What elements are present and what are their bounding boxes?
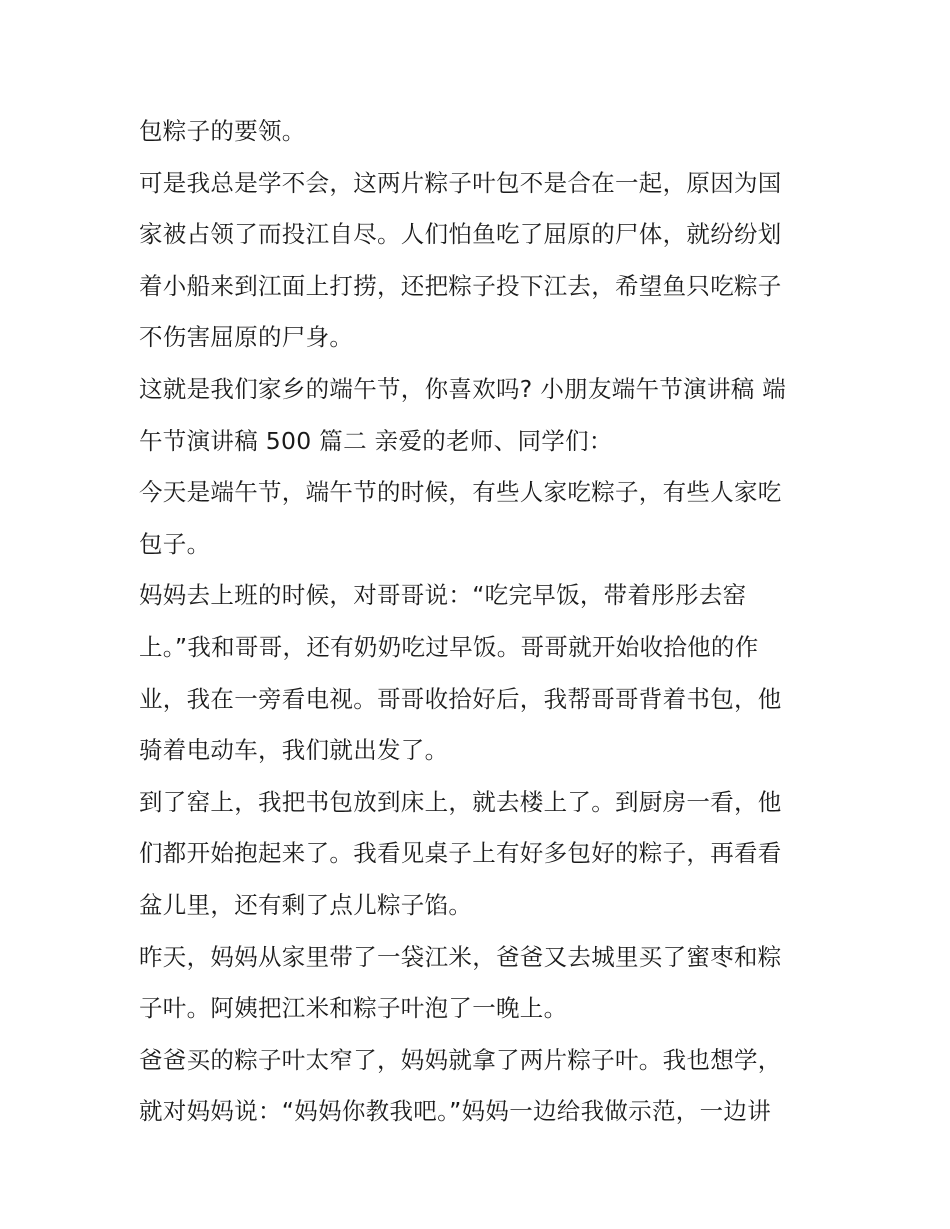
text-line: 家被占领了而投江自尽。人们怕鱼吃了屈原的尸体，就纷纷划 [139,220,782,249]
text-line: 不伤害屈原的尸身。 [139,323,354,352]
text-line: 骑着电动车，我们就出发了。 [139,736,449,765]
text-line: 到了窑上，我把书包放到床上，就去楼上了。到厨房一看，他 [139,787,782,816]
text-line: 就对妈妈说：“妈妈你教我吧。”妈妈一边给我做示范，一边讲 [139,1097,771,1126]
text-line: 们都开始抱起来了。我看见桌子上有好多包好的粽子，再看看 [139,839,782,868]
text-line: 爸爸买的粽子叶太窄了，妈妈就拿了两片粽子叶。我也想学， [139,1045,782,1074]
text-line: 可是我总是学不会，这两片粽子叶包不是合在一起，原因为国 [139,168,782,197]
text-line: 昨天，妈妈从家里带了一袋江米，爸爸又去城里买了蜜枣和粽 [139,942,782,971]
text-line: 今天是端午节，端午节的时候，有些人家吃粽子，有些人家吃 [139,478,782,507]
text-line: 这就是我们家乡的端午节，你喜欢吗? 小朋友端午节演讲稿 端 [139,374,787,403]
body-text [139,106,814,1138]
text-line: 午节演讲稿 500 篇二 亲爱的老师、同学们： [139,426,613,455]
text-line: 子叶。阿姨把江米和粽子叶泡了一晚上。 [139,994,568,1023]
text-line: 业，我在一旁看电视。哥哥收拾好后，我帮哥哥背着书包，他 [139,684,782,713]
text-line: 着小船来到江面上打捞，还把粽子投下江去，希望鱼只吃粽子 [139,271,782,300]
text-line: 上。”我和哥哥，还有奶奶吃过早饭。哥哥就开始收拾他的作 [139,632,759,661]
text-line: 盆儿里，还有剩了点儿粽子馅。 [139,890,473,919]
text-line: 包子。 [139,529,211,558]
text-line: 包粽子的要领。 [139,117,306,145]
text-line: 妈妈去上班的时候，对哥哥说：“吃完早饭，带着彤彤去窑 [139,581,747,610]
